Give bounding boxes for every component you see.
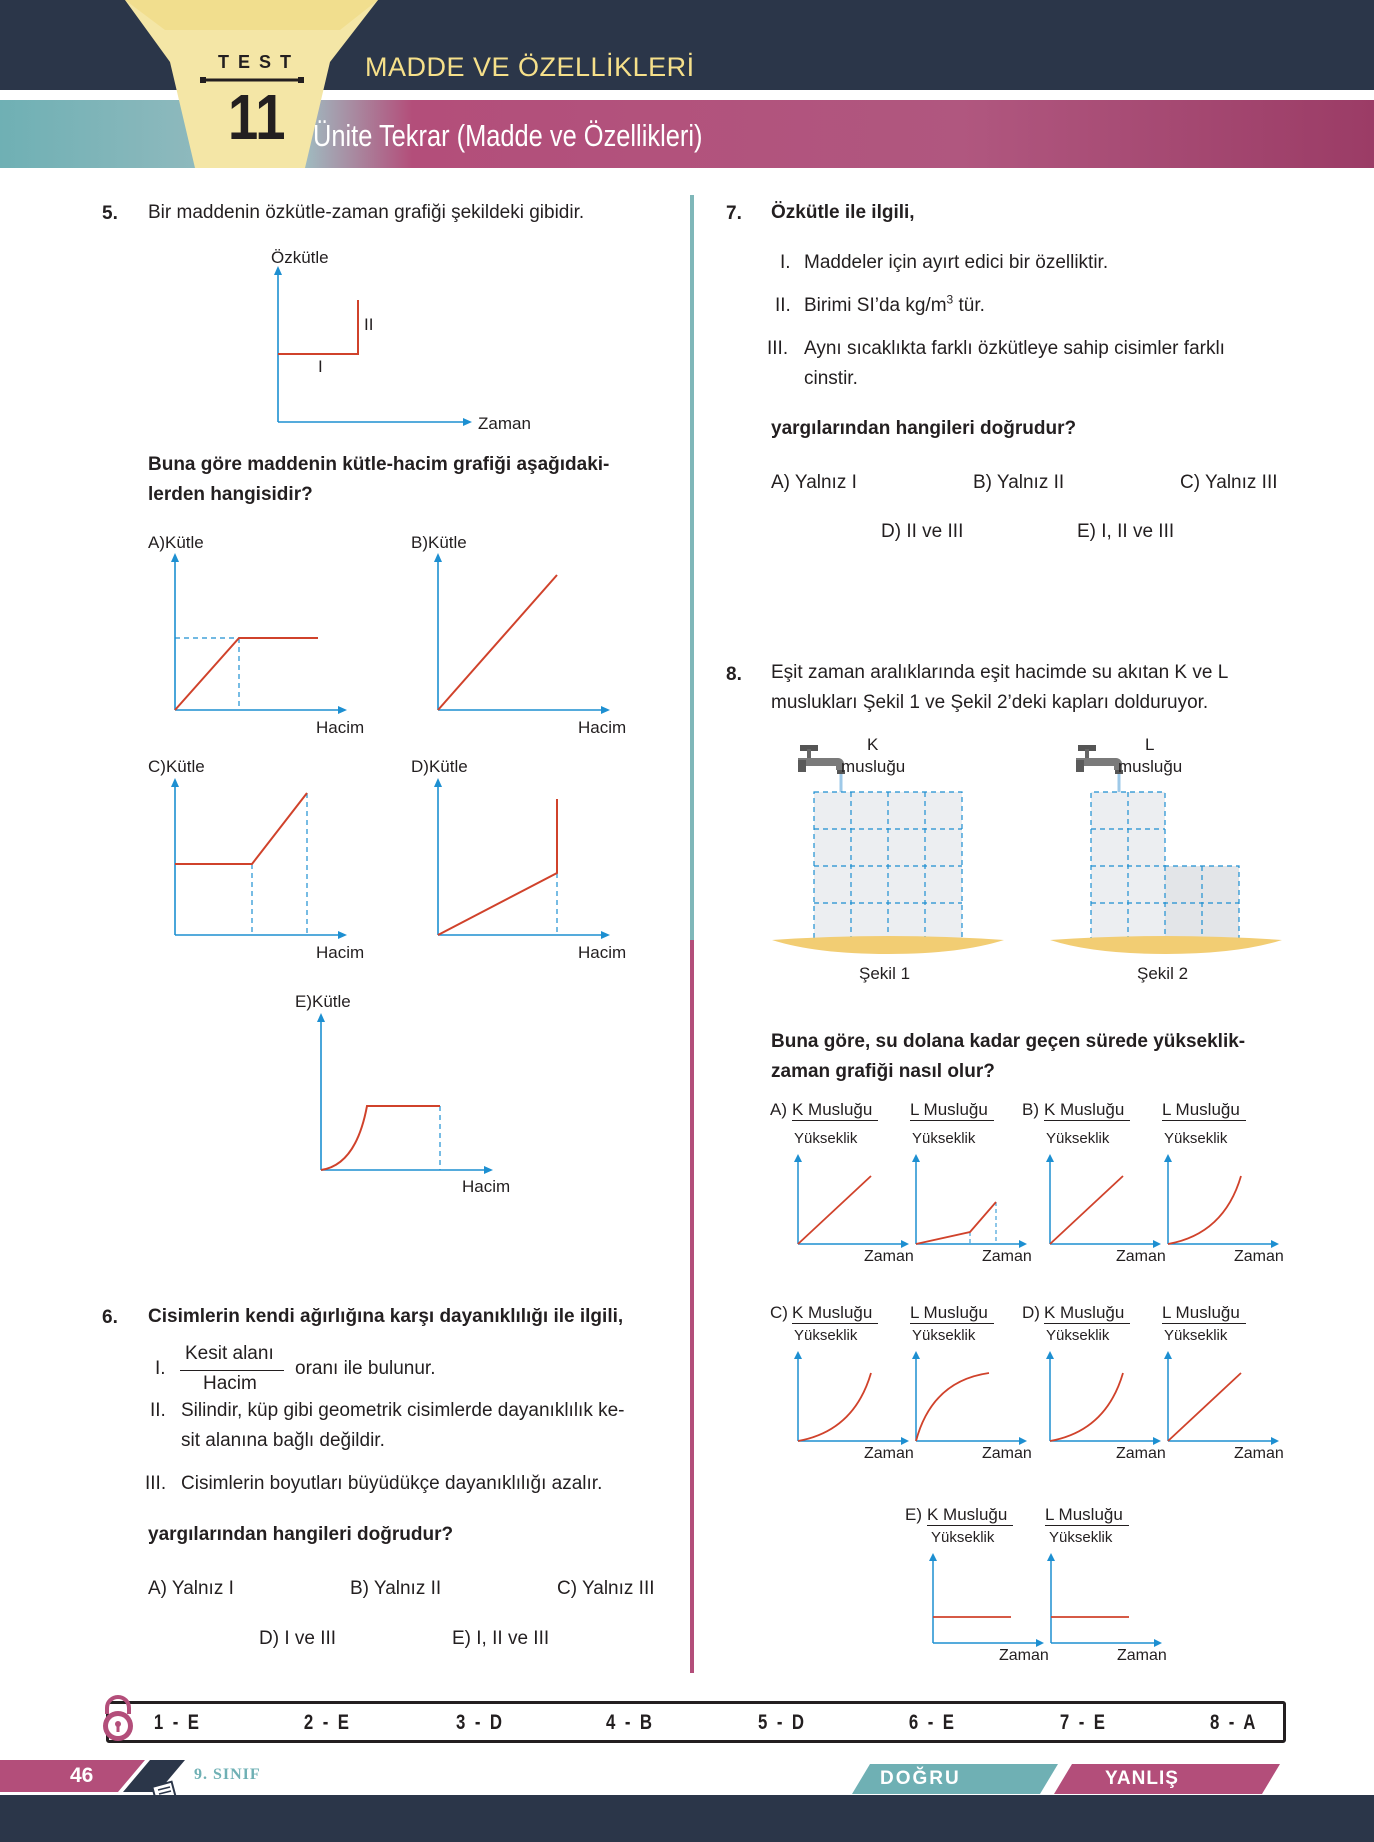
answer-key-bar — [106, 1701, 1286, 1743]
q8-option-e-l-graph[interactable] — [1047, 1551, 1167, 1661]
q6-statement-iii-text: Cisimlerin boyutları büyüdükçe dayanıklılığı azalır. — [181, 1473, 603, 1494]
q8-option-d-l-header: L Musluğu — [1162, 1303, 1246, 1324]
q8-option-a-k-xlabel: Zaman — [864, 1248, 914, 1265]
q8-option-c-k-ylabel: Yükseklik — [794, 1327, 858, 1344]
q7-answer-c[interactable]: C) Yalnız III — [1180, 472, 1278, 493]
q7-question: yargılarından hangileri doğrudur? — [771, 418, 1077, 439]
q8-option-b-l-graph[interactable] — [1164, 1152, 1284, 1262]
q8-option-e-k-ylabel: Yükseklik — [931, 1529, 995, 1546]
answer-key-7: 7 - E — [1059, 1711, 1108, 1734]
q7-statement-ii-label: II. — [775, 295, 791, 316]
q8-option-a-letter: A) — [770, 1100, 787, 1119]
q8-option-d-k-xlabel: Zaman — [1116, 1445, 1166, 1462]
q8-option-d-letter: D) — [1022, 1303, 1040, 1322]
q5-option-a-label[interactable]: A)Kütle — [148, 533, 204, 552]
q8-option-b-k-ylabel: Yükseklik — [1046, 1130, 1110, 1147]
q8-tap-l-letter: L — [1145, 735, 1155, 754]
page-number: 46 — [70, 1764, 94, 1787]
q7-answer-d[interactable]: D) II ve III — [881, 521, 964, 542]
q8-stem-line2: muslukları Şekil 1 ve Şekil 2’deki kapları dolduruyor. — [771, 692, 1209, 713]
q7-statement-iii-line2: cinstir. — [804, 368, 858, 389]
q6-statement-i-label: I. — [155, 1358, 166, 1379]
subject-title: MADDE VE ÖZELLİKLERİ — [365, 52, 695, 82]
q6-number: 6. — [102, 1307, 118, 1328]
q8-option-d-l-graph[interactable] — [1164, 1349, 1284, 1459]
q5-option-c-xlabel: Hacim — [316, 943, 365, 962]
q8-stem-line1: Eşit zaman aralıklarında eşit hacimde su akıtan K ve L — [771, 662, 1229, 683]
q8-option-e-l-ylabel: Yükseklik — [1049, 1529, 1113, 1546]
q7-statement-i-label: I. — [780, 252, 791, 273]
q6-answer-a[interactable]: A) Yalnız I — [148, 1578, 234, 1599]
q8-option-c-l-ylabel: Yükseklik — [912, 1327, 976, 1344]
q8-option-a-l-graph[interactable] — [912, 1152, 1032, 1262]
q5-number: 5. — [102, 203, 118, 224]
q6-fraction-numerator: Kesit alanı — [185, 1343, 274, 1364]
q6-question: yargılarından hangileri doğrudur? — [148, 1524, 454, 1545]
q5-option-e-graph[interactable] — [316, 1010, 516, 1190]
q8-option-d-l-ylabel: Yükseklik — [1164, 1327, 1228, 1344]
q5-option-d-graph[interactable] — [433, 775, 633, 955]
column-divider — [690, 195, 700, 1695]
q8-figure-1-caption: Şekil 1 — [859, 964, 911, 983]
q5-option-c-graph[interactable] — [170, 775, 370, 955]
q8-option-e-k-xlabel: Zaman — [999, 1647, 1049, 1664]
lock-icon — [98, 1696, 138, 1746]
q8-question-line2: zaman grafiği nasıl olur? — [771, 1061, 995, 1082]
q6-answer-b[interactable]: B) Yalnız II — [350, 1578, 442, 1599]
q6-statement-iii-label: III. — [145, 1473, 167, 1494]
q8-option-d-k-ylabel: Yükseklik — [1046, 1327, 1110, 1344]
q8-tap-k-letter: K — [867, 735, 879, 754]
answer-key-1: 1 - E — [153, 1711, 202, 1734]
q5-option-d-xlabel: Hacim — [578, 943, 627, 962]
q7-answer-b[interactable]: B) Yalnız II — [973, 472, 1065, 493]
q8-option-d-k-graph[interactable] — [1046, 1349, 1166, 1459]
q7-stem: Özkütle ile ilgili, — [771, 202, 915, 223]
unit-title: Ünite Tekrar (Madde ve Özellikleri) — [313, 118, 703, 153]
q6-stem: Cisimlerin kendi ağırlığına karşı dayanıklılığı ile ilgili, — [148, 1306, 624, 1327]
q8-option-e-k-header: K Musluğu — [927, 1505, 1013, 1526]
q5-graph-seg-ii: II — [364, 315, 374, 334]
q5-option-c-label[interactable]: C)Kütle — [148, 757, 205, 776]
q6-fraction-denominator: Hacim — [203, 1373, 257, 1394]
q8-option-a-k-graph[interactable] — [794, 1152, 914, 1262]
q5-option-e-xlabel: Hacim — [462, 1177, 511, 1196]
q8-option-c-letter: C) — [770, 1303, 788, 1322]
q8-option-e-k-graph[interactable] — [929, 1551, 1049, 1661]
q5-option-b-xlabel: Hacim — [578, 718, 627, 737]
q5-question-line2: lerden hangisidir? — [148, 484, 313, 505]
q6-answer-d[interactable]: D) I ve III — [259, 1628, 337, 1649]
q5-option-b-label[interactable]: B)Kütle — [411, 533, 467, 552]
q8-option-b-l-header: L Musluğu — [1162, 1100, 1246, 1121]
q7-statement-iii-line1: Aynı sıcaklıkta farklı özkütleye sahip cisimler farklı — [804, 338, 1225, 359]
test-label: TEST — [218, 52, 301, 72]
answer-key-6: 6 - E — [908, 1711, 957, 1734]
q8-number: 8. — [726, 664, 742, 685]
q6-statement-ii-label: II. — [150, 1400, 166, 1421]
q8-question-line1: Buna göre, su dolana kadar geçen sürede yükseklik- — [771, 1031, 1246, 1052]
q5-stem: Bir maddenin özkütle-zaman grafiği şekildeki gibidir. — [148, 202, 585, 223]
q8-option-b-k-graph[interactable] — [1046, 1152, 1166, 1262]
q8-option-d-k-header: K Musluğu — [1044, 1303, 1130, 1324]
q8-option-c-k-header: K Musluğu — [792, 1303, 878, 1324]
q8-option-b-letter: B) — [1022, 1100, 1039, 1119]
grade-label: 9. SINIF — [194, 1766, 261, 1783]
q5-graph-seg-i: I — [318, 357, 323, 376]
q8-option-a-l-header: L Musluğu — [910, 1100, 994, 1121]
q5-option-a-graph[interactable] — [170, 550, 370, 730]
q8-option-c-k-xlabel: Zaman — [864, 1445, 914, 1462]
q8-tap-k-word: musluğu — [841, 757, 906, 776]
q5-graph-ylabel: Özkütle — [271, 248, 329, 267]
faucet-icon-l — [1076, 745, 1123, 774]
q8-option-e-letter: E) — [905, 1505, 922, 1524]
q6-statement-i-suffix: oranı ile bulunur. — [295, 1358, 436, 1379]
correct-label: DOĞRU — [880, 1768, 961, 1789]
q8-figure-2-caption: Şekil 2 — [1137, 964, 1189, 983]
test-badge — [0, 0, 1374, 200]
q8-option-b-l-ylabel: Yükseklik — [1164, 1130, 1228, 1147]
q5-option-e-label[interactable]: E)Kütle — [295, 992, 351, 1011]
q7-statement-ii-text: Birimi SI’da $kg/m^3$ tür. — [804, 292, 985, 316]
q8-option-a-k-header: K Musluğu — [792, 1100, 878, 1121]
q8-option-c-l-xlabel: Zaman — [982, 1445, 1032, 1462]
q6-statement-ii-line1: Silindir, küp gibi geometrik cisimlerde dayanıklılık ke- — [181, 1400, 625, 1421]
q5-option-a-xlabel: Hacim — [316, 718, 365, 737]
footer-bottom-bar — [0, 1795, 1374, 1842]
answer-key-3: 3 - D — [456, 1711, 505, 1734]
q7-statement-i-text: Maddeler için ayırt edici bir özelliktir. — [804, 252, 1109, 273]
test-number: 11 — [228, 81, 286, 153]
q5-option-d-label[interactable]: D)Kütle — [411, 757, 468, 776]
q8-option-e-l-header: L Musluğu — [1045, 1505, 1129, 1526]
q6-statement-ii-line2: sit alanına bağlı değildir. — [181, 1430, 385, 1451]
q8-tap-l-word: musluğu — [1118, 757, 1183, 776]
q5-option-b-graph[interactable] — [433, 550, 633, 730]
answer-key-2: 2 - E — [303, 1711, 352, 1734]
q7-answer-a[interactable]: A) Yalnız I — [771, 472, 857, 493]
q8-option-b-k-header: K Musluğu — [1044, 1100, 1130, 1121]
wrong-label: YANLIŞ — [1105, 1768, 1179, 1789]
q8-option-a-k-ylabel: Yükseklik — [794, 1130, 858, 1147]
q8-option-c-k-graph[interactable] — [794, 1349, 914, 1459]
q7-answer-e[interactable]: E) I, II ve III — [1077, 521, 1175, 542]
answer-key-5: 5 - D — [758, 1711, 807, 1734]
q7-statement-iii-label: III. — [767, 338, 789, 359]
q8-option-c-l-header: L Musluğu — [910, 1303, 994, 1324]
q8-option-b-l-xlabel: Zaman — [1234, 1248, 1284, 1265]
q8-option-a-l-xlabel: Zaman — [982, 1248, 1032, 1265]
q8-option-e-l-xlabel: Zaman — [1117, 1647, 1167, 1664]
q8-option-d-l-xlabel: Zaman — [1234, 1445, 1284, 1462]
q5-question-line1: Buna göre maddenin kütle-hacim grafiği aşağıdaki- — [148, 454, 610, 475]
answer-key-8: 8 - A — [1209, 1711, 1258, 1734]
q7-number: 7. — [726, 203, 742, 224]
q8-option-b-k-xlabel: Zaman — [1116, 1248, 1166, 1265]
q6-answer-c[interactable]: C) Yalnız III — [557, 1578, 655, 1599]
faucet-icon-k — [798, 745, 845, 774]
q8-option-a-l-ylabel: Yükseklik — [912, 1130, 976, 1147]
answer-key-4: 4 - B — [606, 1711, 655, 1734]
q8-option-c-l-graph[interactable] — [912, 1349, 1032, 1459]
q6-answer-e[interactable]: E) I, II ve III — [452, 1628, 550, 1649]
q5-graph-xlabel: Zaman — [478, 414, 531, 433]
